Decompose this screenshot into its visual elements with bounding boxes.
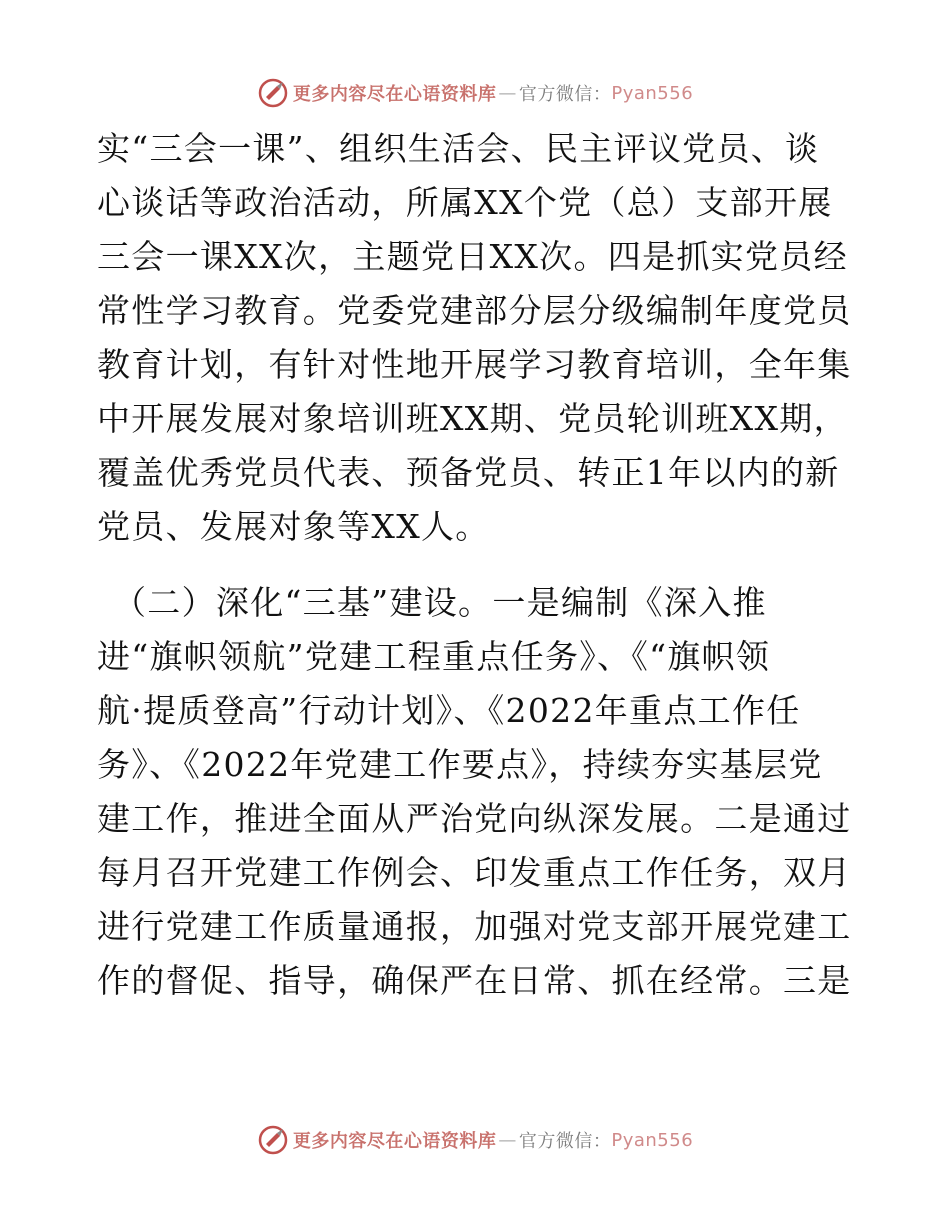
text-line: 每月召开党建工作例会、印发重点工作任务，双月: [97, 853, 852, 892]
watermark-site-text: 更多内容尽在心语资料库: [292, 1131, 497, 1152]
paragraph-2: [97, 576, 857, 1008]
text-line: 作的督促、指导，确保严在日常、抓在经常。三是: [97, 961, 852, 1000]
text-line: 覆盖优秀党员代表、预备党员、转正1年以内的新: [97, 453, 840, 492]
watermark-id: Pyan556: [611, 82, 694, 104]
text-line: 党员、发展对象等XX人。: [97, 507, 490, 546]
text-line: 三会一课XX次，主题党日XX次。四是抓实党员经: [97, 237, 848, 276]
text-line: 务》、《2022年党建工作要点》，持续夯实基层党: [97, 745, 823, 784]
text-line: 建工作，推进全面从严治党向纵深发展。二是通过: [97, 799, 852, 838]
paragraph-1: [97, 122, 857, 554]
text-line: 中开展发展对象培训班XX期、党员轮训班XX期，: [97, 399, 848, 438]
text-line: 常性学习教育。党委党建部分层分级编制年度党员: [97, 291, 852, 330]
text-line: 进行党建工作质量通报，加强对党支部开展党建工: [97, 907, 852, 946]
header-watermark: [0, 73, 950, 113]
document-body: [97, 122, 857, 1008]
footer-watermark: [0, 1120, 950, 1160]
watermark-label: 官方微信：: [518, 84, 612, 105]
logo-icon: [257, 77, 289, 109]
watermark-id: Pyan556: [611, 1129, 694, 1151]
watermark-dash: —: [498, 82, 517, 104]
text-line: 心谈话等政治活动，所属XX个党（总）支部开展: [97, 183, 833, 222]
paragraph-gap: [97, 554, 857, 576]
text-line: 实“三会一课”、组织生活会、民主评议党员、谈: [97, 129, 820, 168]
watermark-label: 官方微信：: [518, 1131, 612, 1152]
watermark-site-text: 更多内容尽在心语资料库: [292, 84, 497, 105]
logo-icon: [257, 1124, 289, 1156]
text-line: 航·提质登高”行动计划》、《2022年重点工作任: [97, 691, 801, 730]
watermark-dash: —: [498, 1129, 517, 1151]
text-line: 教育计划，有针对性地开展学习教育培训，全年集: [97, 345, 852, 384]
text-line: （二）深化“三基”建设。一是编制《深入推: [113, 583, 767, 622]
text-line: 进“旗帜领航”党建工程重点任务》、《“旗帜领: [97, 637, 771, 676]
